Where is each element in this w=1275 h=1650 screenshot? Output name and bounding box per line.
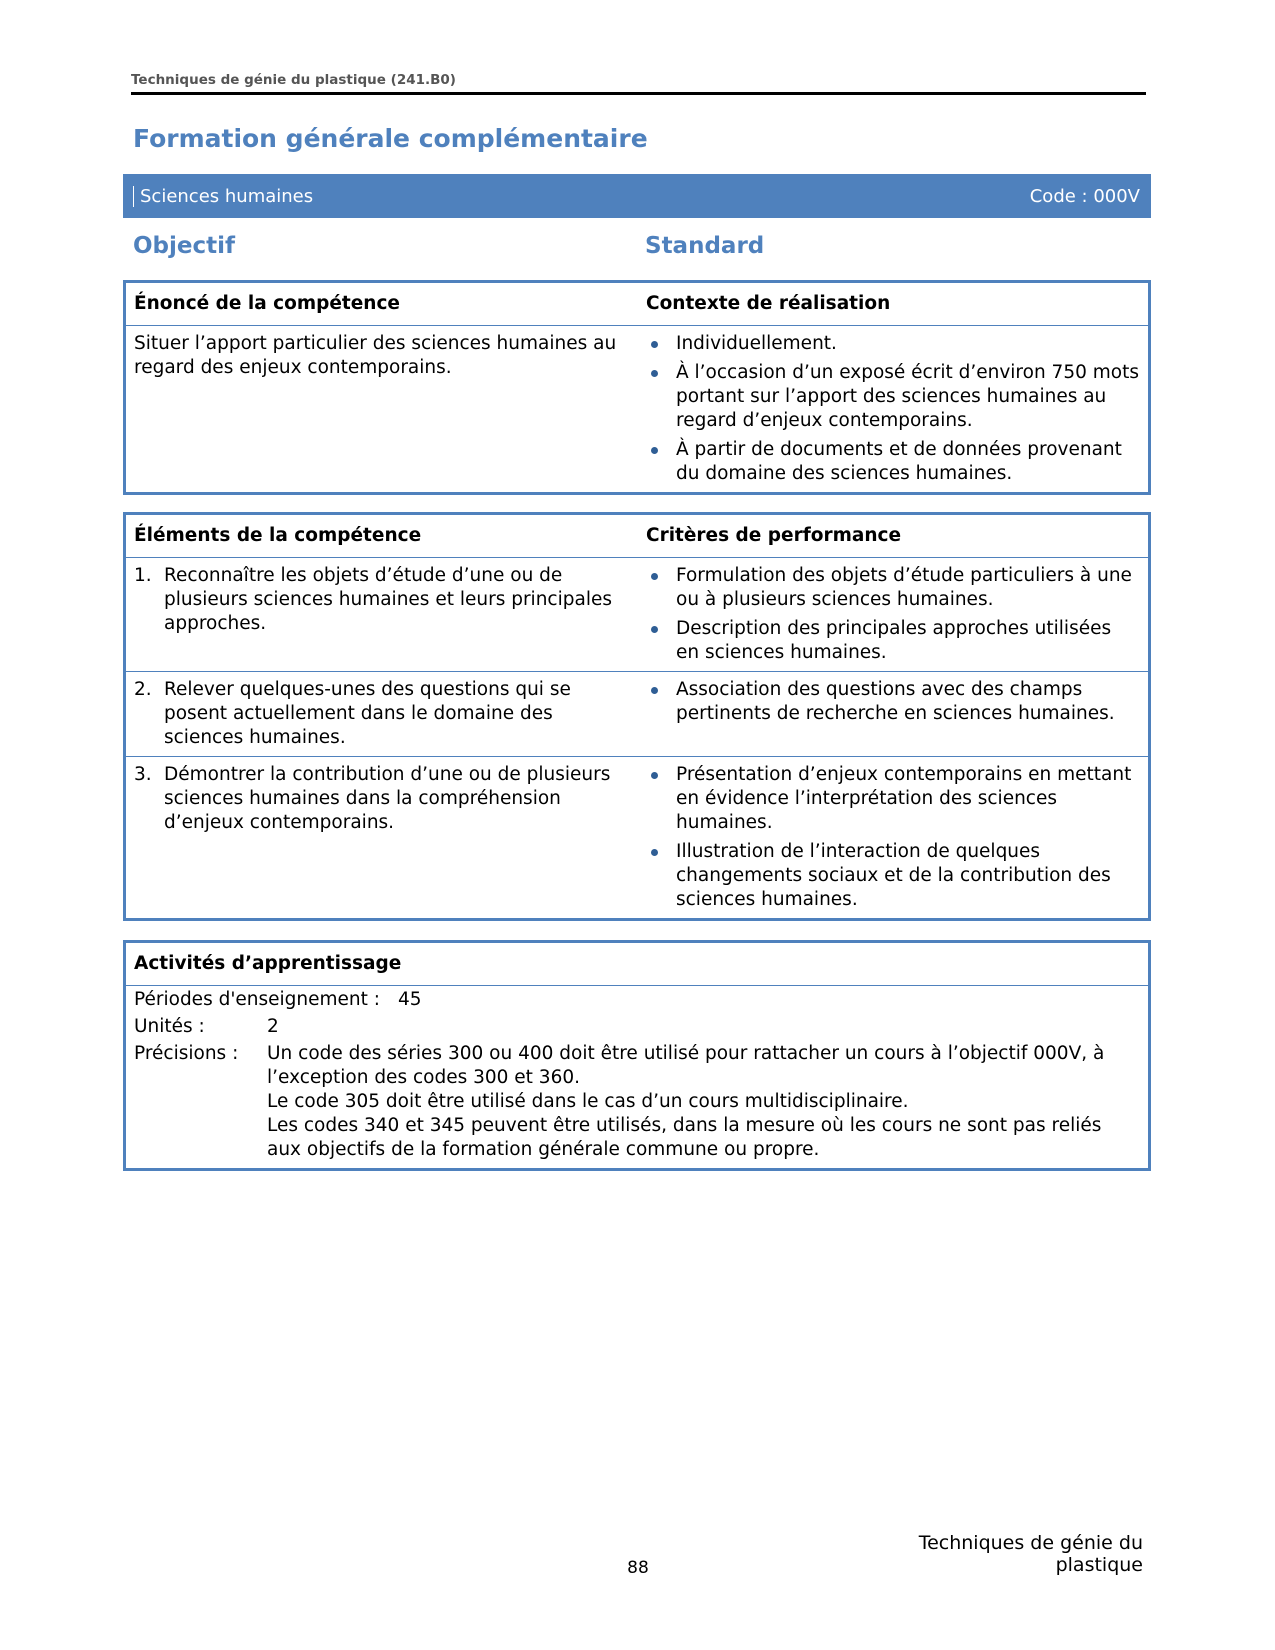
element-number: 3. (134, 764, 152, 785)
subject-code-bar (123, 174, 1151, 218)
page-number: 88 (627, 1558, 649, 1578)
criteria-cell (638, 558, 1148, 671)
units-label: Unités : (134, 1016, 205, 1037)
element-item (134, 564, 630, 636)
bullet-icon (651, 849, 658, 856)
element-cell (126, 672, 638, 756)
list-item (646, 564, 1140, 612)
running-header: Techniques de génie du plastique (241.B0) (131, 72, 1146, 95)
criteria-list (646, 678, 1140, 726)
table-row (126, 557, 1148, 671)
element-cell (126, 757, 638, 918)
activities-header: Activités d’apprentissage (134, 953, 402, 974)
bullet-icon (651, 626, 658, 633)
footer-program-title: Techniques de génie du plastique (918, 1532, 1143, 1576)
list-item-text: Association des questions avec des champs pertinents de recherche en sciences humaines. (676, 679, 1115, 724)
list-item (646, 763, 1140, 835)
bullet-icon (651, 772, 658, 779)
criteria-cell (638, 672, 1148, 756)
bullet-icon (651, 341, 658, 348)
list-item-text: Illustration de l’interaction de quelques changements sociaux et de la contribution des sciences humaines. (676, 841, 1111, 910)
objective-heading: Objectif (133, 233, 236, 259)
units-line (134, 1015, 1140, 1039)
list-item (646, 617, 1140, 665)
periods-value: 45 (398, 989, 422, 1010)
list-item-text: À partir de documents et de données provenant du domaine des sciences humaines. (676, 439, 1122, 484)
table-row (126, 756, 1148, 918)
list-item (646, 840, 1140, 912)
activities-table (123, 940, 1151, 1171)
list-item-text: Formulation des objets d’étude particuliers à une ou à plusieurs sciences humaines. (676, 565, 1132, 610)
section-title: Formation générale complémentaire (133, 124, 648, 153)
table-row (126, 671, 1148, 756)
list-item-text: Description des principales approches utilisées en sciences humaines. (676, 618, 1112, 663)
units-value: 2 (267, 1016, 279, 1037)
element-text: Démontrer la contribution d’une ou de plusieurs sciences humaines dans la compréhension d’enjeux contemporains. (164, 764, 611, 833)
periods-line (134, 988, 1140, 1012)
elements-header: Éléments de la compétence (134, 525, 422, 546)
criteria-list (646, 763, 1140, 912)
list-item (646, 678, 1140, 726)
standard-heading: Standard (645, 233, 765, 259)
table-header-row (126, 283, 1148, 325)
context-list (646, 332, 1140, 486)
periods-label: Périodes d'enseignement : (134, 989, 381, 1010)
criteria-cell (638, 757, 1148, 918)
activities-body (126, 985, 1148, 1168)
element-item (134, 763, 630, 835)
list-item (646, 361, 1140, 433)
element-item (134, 678, 630, 750)
list-item-text: Présentation d’enjeux contemporains en mettant en évidence l’interprétation des sciences humaines. (676, 764, 1132, 833)
context-header: Contexte de réalisation (646, 293, 891, 314)
competence-statement-header: Énoncé de la compétence (134, 293, 400, 314)
bullet-icon (651, 447, 658, 454)
bullet-icon (651, 573, 658, 580)
context-cell (638, 326, 1148, 492)
list-item (646, 332, 1140, 356)
table-header-row (126, 515, 1148, 557)
bullet-icon (651, 687, 658, 694)
element-number: 2. (134, 679, 152, 700)
criteria-header: Critères de performance (646, 525, 902, 546)
element-text: Relever quelques-unes des questions qui se posent actuellement dans le domaine des sciences humaines. (164, 679, 571, 748)
details-paragraph: Un code des séries 300 ou 400 doit être utilisé pour rattacher un cours à l’objectif 000V, à l’exception des codes 300 et 360. (267, 1043, 1105, 1088)
criteria-list (646, 564, 1140, 665)
elements-table (123, 512, 1151, 921)
table-row (126, 325, 1148, 492)
element-cell (126, 558, 638, 671)
details-paragraph: Les codes 340 et 345 peuvent être utilisés, dans la mesure où les cours ne sont pas reliés aux objectifs de la formation générale commune ou propre. (267, 1115, 1102, 1160)
competence-table (123, 280, 1151, 495)
activities-cell (126, 986, 1148, 1168)
details-line (134, 1042, 1140, 1162)
list-item-text: Individuellement. (676, 333, 837, 354)
subject-code: Code : 000V (1029, 185, 1140, 207)
bullet-icon (651, 370, 658, 377)
element-text: Reconnaître les objets d’étude d’une ou de plusieurs sciences humaines et leurs principales approches. (164, 565, 612, 634)
element-number: 1. (134, 565, 152, 586)
table-header-row (126, 943, 1148, 985)
details-paragraph: Le code 305 doit être utilisé dans le cas d’un cours multidisciplinaire. (267, 1091, 909, 1112)
list-item (646, 438, 1140, 486)
subject-name: Sciences humaines (133, 186, 313, 207)
details-label: Précisions : (134, 1043, 239, 1064)
list-item-text: À l’occasion d’un exposé écrit d’environ 750 mots portant sur l’apport des sciences humaines au regard d’enjeux contemporains. (676, 362, 1139, 431)
competence-statement: Situer l’apport particulier des sciences humaines au regard des enjeux contemporains. (134, 333, 617, 378)
details-text (267, 1042, 1140, 1162)
